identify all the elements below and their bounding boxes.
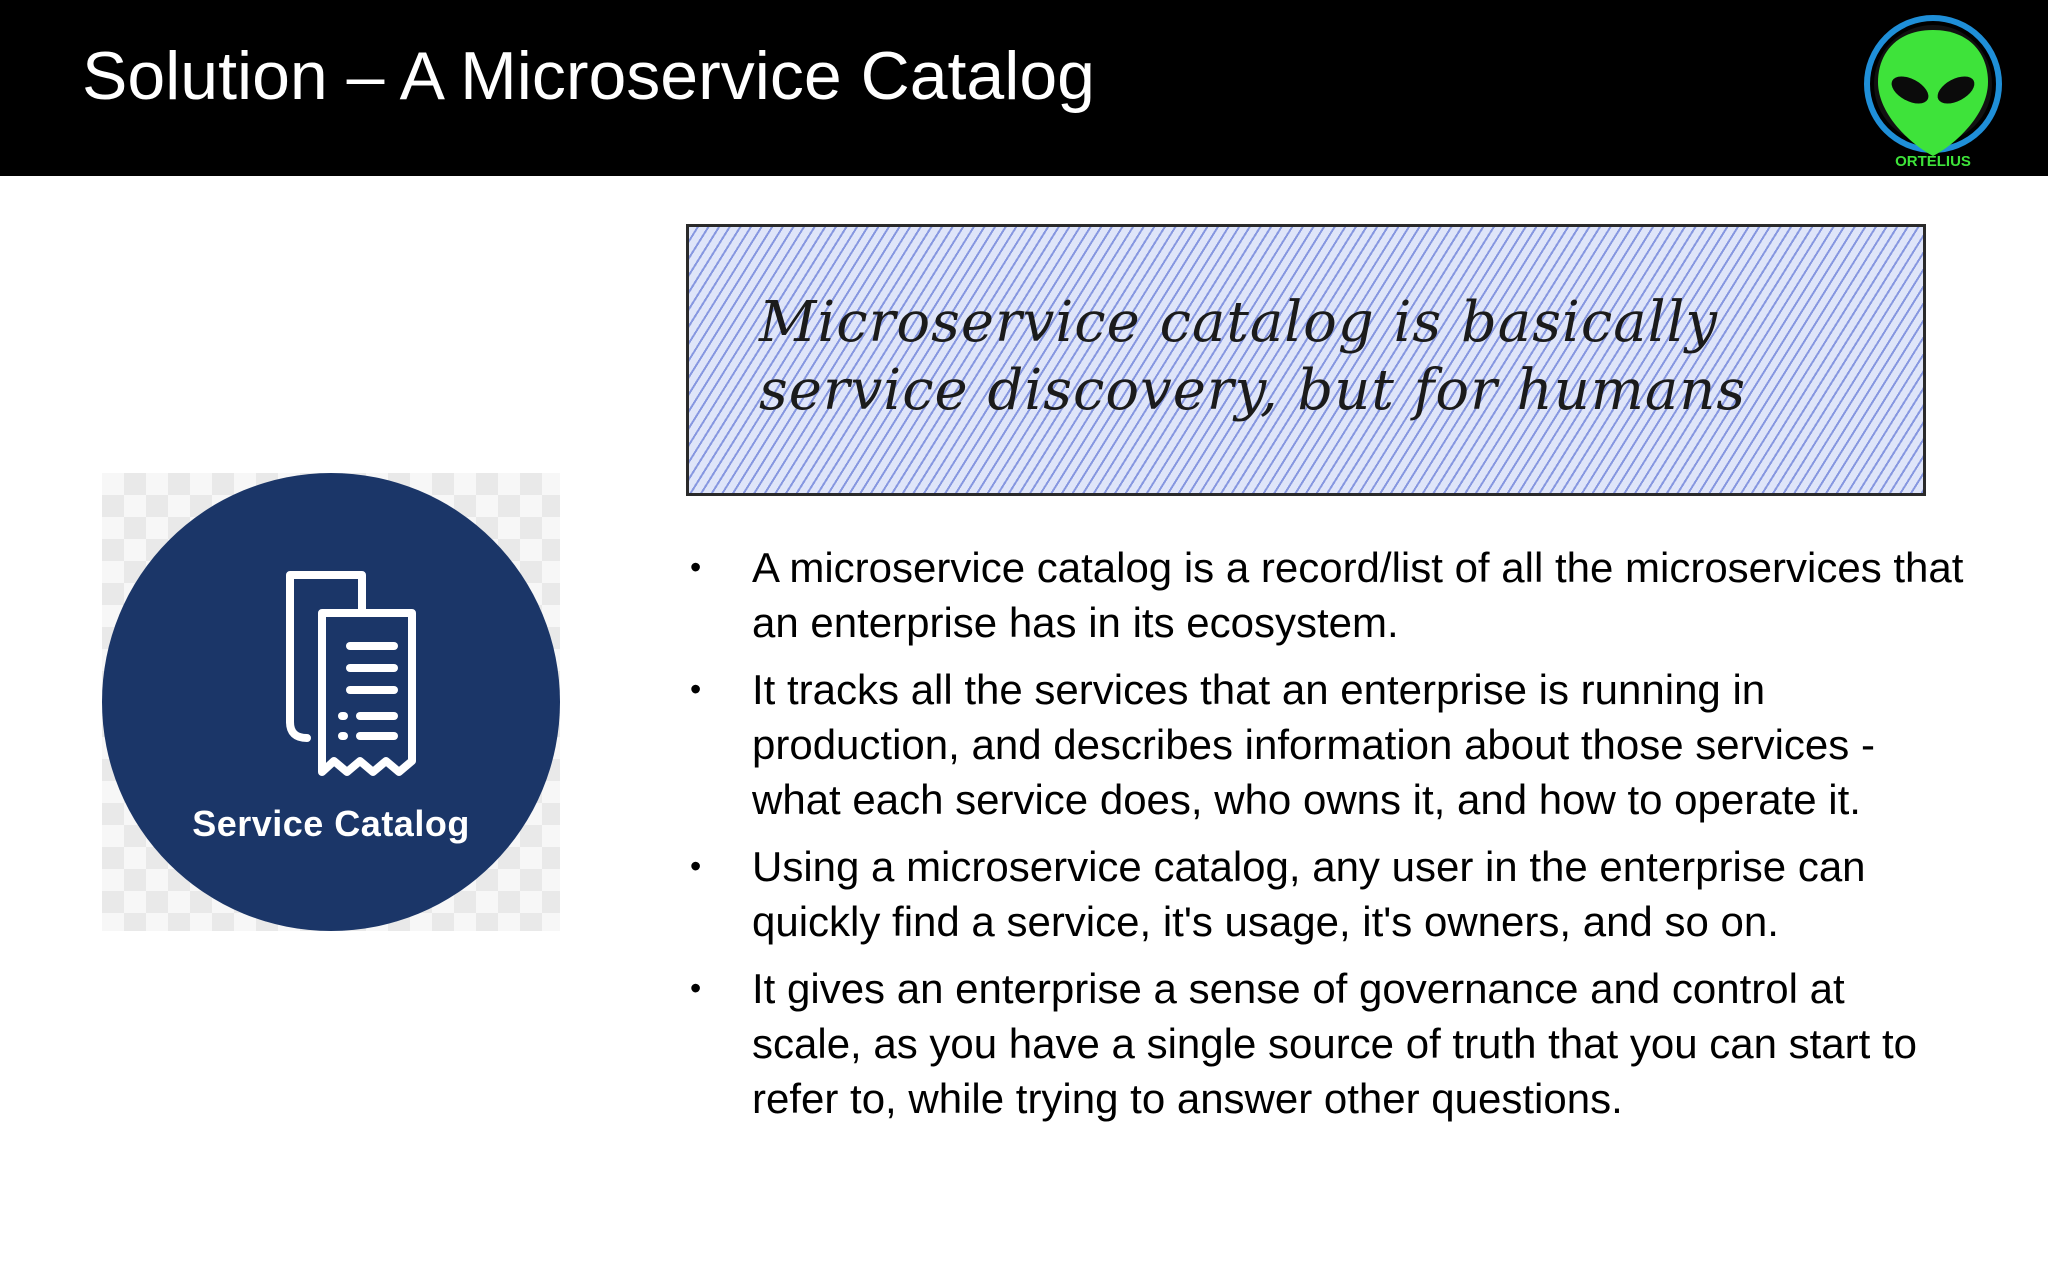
bullet-list (686, 540, 1966, 1138)
header-bar (0, 0, 2048, 176)
service-catalog-image (102, 473, 560, 931)
bullet-marker: • (690, 671, 702, 707)
quote-text: Microservice catalog is basically service discovery, but for humans (759, 290, 1747, 423)
bullet-marker: • (690, 549, 702, 585)
bullet-text: Using a microservice catalog, any user in the enterprise can quickly find a service, it's usage, it's owners, and so on. (752, 843, 1866, 945)
quote-box (686, 224, 1926, 496)
bullet-item (686, 839, 1966, 949)
logo-text: ORTELIUS (1895, 153, 1971, 170)
ortelius-logo-icon (1858, 6, 2008, 172)
bullet-text: It gives an enterprise a sense of governance and control at scale, as you have a single source of truth that you can start to refer to, while trying to answer other questions. (752, 965, 1917, 1122)
bullet-marker: • (690, 970, 702, 1006)
bullet-marker: • (690, 848, 702, 884)
bullet-item (686, 662, 1966, 827)
bullet-item (686, 961, 1966, 1126)
slide-title: Solution – A Microservice Catalog (82, 38, 1095, 114)
bullet-text: It tracks all the services that an enterprise is running in production, and describes information about those services - what each service does, who owns it, and how to operate it. (752, 666, 1875, 823)
service-catalog-caption: Service Catalog (192, 803, 470, 844)
bullet-item (686, 540, 1966, 650)
bullet-text: A microservice catalog is a record/list of all the microservices that an enterprise has in its ecosystem. (752, 544, 1964, 646)
